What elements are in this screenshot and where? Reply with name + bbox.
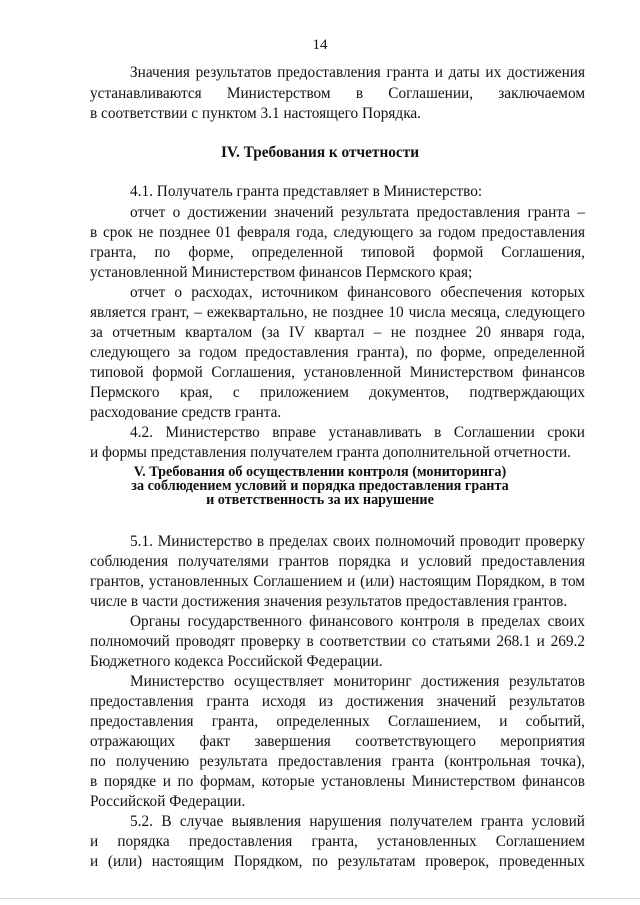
- paragraph-line: установленной Министерством финансов Пермского края;: [90, 264, 473, 281]
- paragraph-line: гранта, по форме, определенной типовой формой Соглашения,: [90, 244, 585, 261]
- paragraph-line: 5.1. Министерство в пределах своих полномочий проводит проверку: [130, 533, 585, 550]
- paragraph-line: устанавливаются Министерством в Соглашении, заключаемом: [90, 85, 585, 102]
- paragraph-line: Бюджетного кодекса Российской Федерации.: [90, 653, 383, 670]
- paragraph-line: и формы представления получателем гранта дополнительной отчетности.: [90, 444, 571, 461]
- paragraph-line: в соответствии с пунктом 3.1 настоящего Порядка.: [90, 105, 422, 122]
- paragraph-line: числе в части достижения значения результатов предоставления грантов.: [90, 593, 568, 610]
- paragraph-line: предоставления гранта, определенных Соглашением, и событий,: [90, 713, 585, 730]
- paragraph-line: и (или) настоящим Порядком, по результатам проверок, проведенных: [90, 853, 585, 870]
- paragraph-line: расходование средств гранта.: [90, 404, 282, 421]
- paragraph-line: типовой формой Соглашения, установленной Министерством финансов: [90, 364, 585, 381]
- paragraph-line: полномочий проводят проверку в соответствии со статьями 268.1 и 269.2: [90, 633, 585, 650]
- section-heading-iv: IV. Требования к отчетности: [220, 144, 420, 161]
- paragraph-line: Российской Федерации.: [90, 793, 246, 810]
- paragraph-line: Министерство осуществляет мониторинг достижения результатов: [130, 673, 585, 690]
- paragraph-line: в срок не позднее 01 февраля года, следующего за годом предоставления: [90, 224, 585, 241]
- paragraph-line: Органы государственного финансового контроля в пределах своих: [130, 613, 585, 630]
- paragraph-line: соблюдения получателями грантов порядка и условий предоставления: [90, 553, 585, 570]
- paragraph-line: Пермского края, с приложением документов, подтверждающих: [90, 384, 585, 401]
- paragraph-line: 5.2. В случае выявления нарушения получателем гранта условий: [130, 813, 585, 830]
- section-heading-v-line2: за соблюдением условий и порядка предоставления гранта: [131, 478, 509, 494]
- paragraph-line: отчет о достижении значений результата предоставления гранта –: [130, 204, 585, 221]
- paragraph-line: предоставления гранта исходя из достижения значений результатов: [90, 693, 585, 710]
- scan-edge-divider: [0, 898, 640, 899]
- paragraph-line: за отчетным кварталом (за IV квартал – не позднее 20 января года,: [90, 324, 585, 341]
- paragraph-line: грантов, установленных Соглашением и (или) настоящим Порядком, в том: [90, 573, 585, 590]
- paragraph-line: Значения результатов предоставления гранта и даты их достижения: [130, 64, 585, 81]
- paragraph-line: в порядке и по формам, которые установлены Министерством финансов: [90, 773, 585, 790]
- paragraph-line: следующего за годом предоставления гранта), по форме, определенной: [90, 344, 585, 361]
- paragraph-line: является грант, – ежеквартально, не позднее 10 числа месяца, следующего: [90, 304, 585, 321]
- paragraph-line: отчет о расходах, источником финансового обеспечения которых: [130, 284, 585, 301]
- paragraph-line: 4.2. Министерство вправе устанавливать в Соглашении сроки: [130, 424, 585, 441]
- paragraph-line: отражающих факт завершения соответствующего мероприятия: [90, 733, 585, 750]
- paragraph-line: и порядка предоставления гранта, установленных Соглашением: [90, 833, 585, 850]
- paragraph-line: 4.1. Получатель гранта представляет в Министерство:: [130, 183, 483, 200]
- paragraph-line: по получению результата предоставления гранта (контрольная точка),: [90, 753, 585, 770]
- section-heading-v-line1: V. Требования об осуществлении контроля (мониторинга): [133, 464, 507, 480]
- section-heading-v-line3: и ответственность за их нарушение: [206, 492, 434, 508]
- page-number: 14: [312, 37, 328, 53]
